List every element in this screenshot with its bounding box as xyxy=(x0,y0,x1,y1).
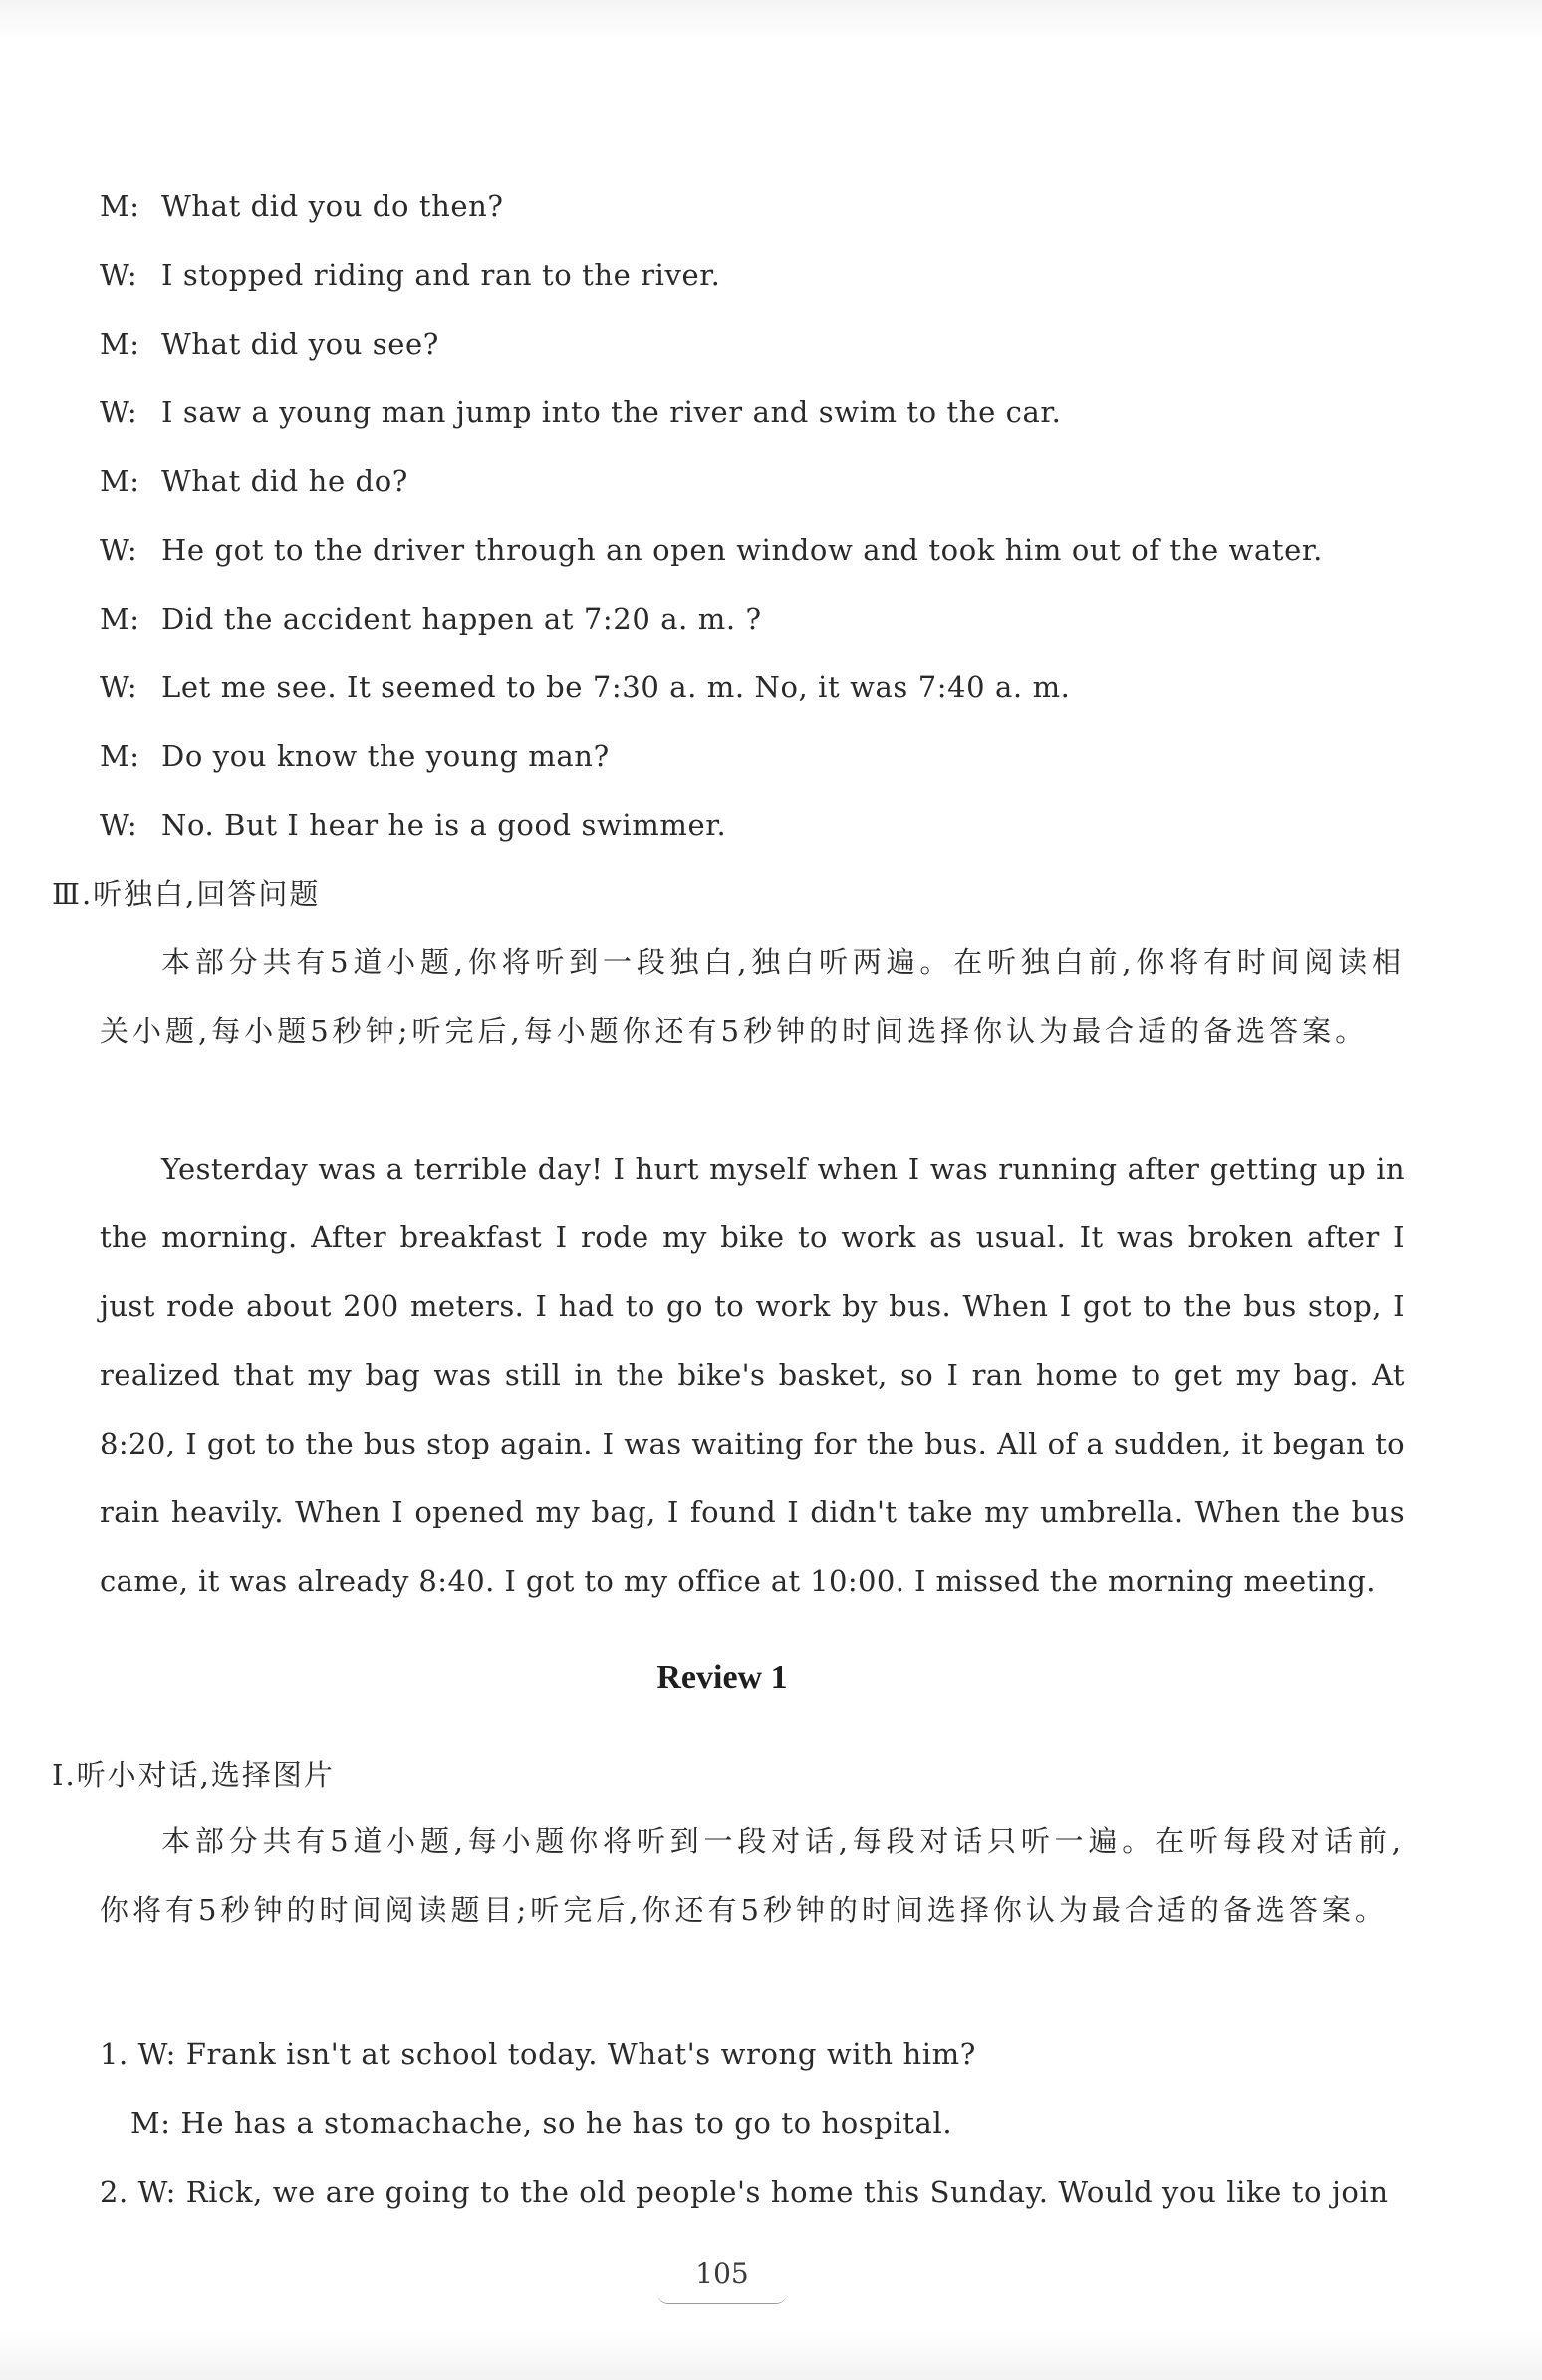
dialogue-line xyxy=(100,254,1405,296)
speaker-label: M: xyxy=(100,739,140,773)
dialogue-text: Do you know the young man? xyxy=(161,739,610,773)
section-3-instructions: 本部分共有5道小题,你将听到一段独白,独白听两遍。在听独白前,你将有时间阅读相关小题,每小题5秒钟;听完后,每小题你还有5秒钟的时间选择你认为最合适的备选答案。 xyxy=(100,945,1405,1048)
question-line xyxy=(100,2033,1405,2075)
dialogue-line xyxy=(100,185,1405,227)
speaker-label: M: xyxy=(100,189,140,223)
review-title: Review 1 xyxy=(656,1659,788,1696)
question-line xyxy=(100,2171,1405,2213)
dialogue-text: What did you see? xyxy=(161,327,439,361)
speaker-label: W: xyxy=(100,258,138,292)
dialogue-line xyxy=(100,804,1405,846)
speaker-label: W: xyxy=(100,533,138,567)
page-number-ornament xyxy=(657,2293,787,2304)
dialogue-text: No. But I hear he is a good swimmer. xyxy=(161,808,727,842)
speaker-label: M: xyxy=(100,327,140,361)
question-text: Frank isn't at school today. What's wrong with him? xyxy=(185,2037,976,2071)
dialogue-line xyxy=(100,735,1405,777)
speaker-label: M: xyxy=(100,602,140,636)
question-label: 1. W: xyxy=(100,2037,176,2071)
question-label: 2. W: xyxy=(100,2175,176,2209)
dialogue-text: I saw a young man jump into the river and swim to the car. xyxy=(161,396,1062,429)
dialogue-text: What did he do? xyxy=(161,464,408,498)
dialogue-line xyxy=(100,392,1405,433)
dialogue-text: What did you do then? xyxy=(161,189,504,223)
dialogue-line xyxy=(100,598,1405,640)
dialogue-line xyxy=(100,666,1405,708)
dialogue-text: I stopped riding and ran to the river. xyxy=(161,258,721,292)
speaker-label: W: xyxy=(100,808,138,842)
monologue-text: Yesterday was a terrible day! I hurt myself when I was running after getting up in the morning. After breakfast I rode my bike to work as usual. It was broken after I just rode about 200 meters. I had to go to work by bus. When I got to the bus stop, I realized that my bag was still in the bike's basket, so I ran home to get my bag. At 8:20, I got to the bus stop again. I was waiting for the bus. All of a sudden, it began to rain heavily. When I opened my bag, I found I didn't take my umbrella. When the bus came, it was already 8:40. I got to my office at 10:00. I missed the morning meeting. xyxy=(100,1152,1405,1598)
dialogue-text: Did the accident happen at 7:20 a. m. ? xyxy=(161,602,762,636)
speaker-label: M: xyxy=(100,464,140,498)
section-1-instructions: 本部分共有5道小题,每小题你将听到一段对话,每段对话只听一遍。在听每段对话前,你将有5秒钟的时间阅读题目;听完后,你还有5秒钟的时间选择你认为最合适的备选答案。 xyxy=(100,1824,1405,1927)
question-text: He has a stomachache, so he has to go to hospital. xyxy=(180,2106,953,2140)
speaker-label: W: xyxy=(100,670,138,704)
dialogue-line xyxy=(100,529,1405,571)
section-heading-3: Ⅲ.听独白,回答问题 xyxy=(52,877,321,911)
dialogue-text: He got to the driver through an open window and took him out of the water. xyxy=(161,533,1323,567)
dialogue-line xyxy=(100,323,1405,365)
speaker-label: W: xyxy=(100,396,138,429)
question-line xyxy=(130,2102,1435,2144)
page-number: 105 xyxy=(695,2257,749,2290)
section-heading-1: Ⅰ.听小对话,选择图片 xyxy=(52,1758,335,1792)
dialogue-line xyxy=(100,460,1405,502)
dialogue-text: Let me see. It seemed to be 7:30 a. m. No, it was 7:40 a. m. xyxy=(161,670,1071,704)
question-label: M: xyxy=(130,2106,171,2140)
question-text: Rick, we are going to the old people's home this Sunday. Would you like to join xyxy=(185,2175,1389,2209)
